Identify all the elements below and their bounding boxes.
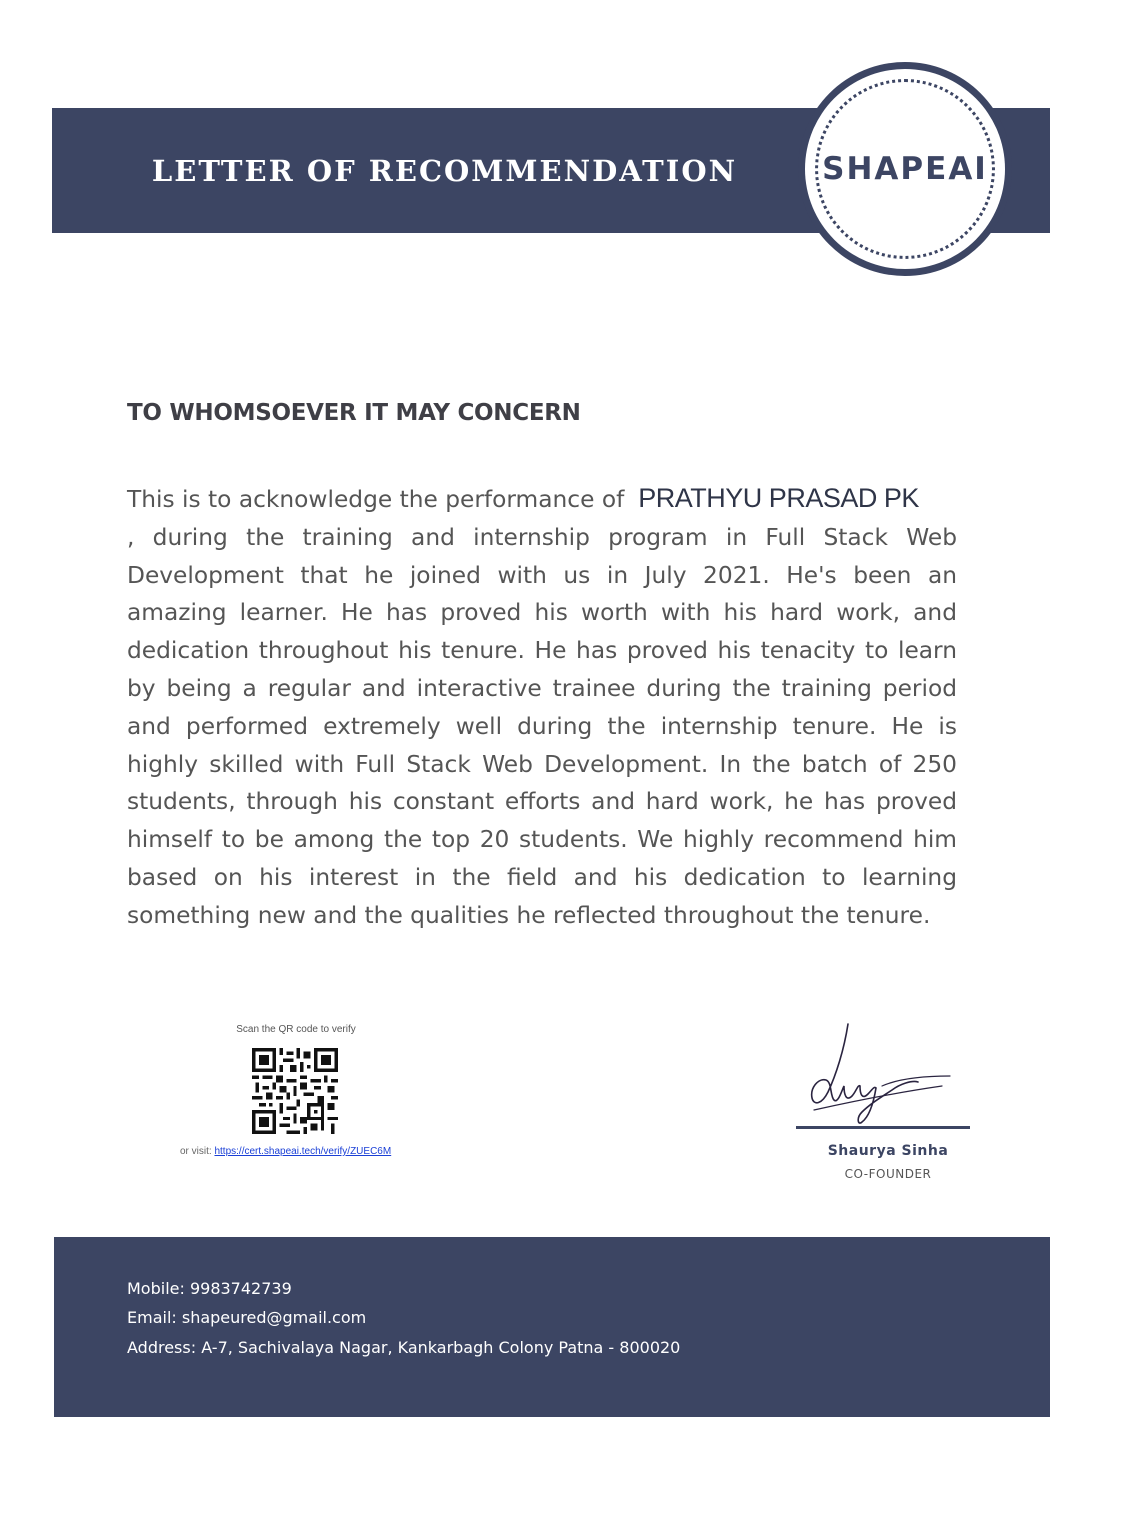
footer-mobile: Mobile: 9983742739 [127, 1279, 292, 1298]
signature-line [796, 1126, 970, 1129]
recipient-name: PRATHYU PRASAD PK [638, 483, 919, 513]
signature-image [800, 1020, 960, 1128]
salutation: TO WHOMSOEVER IT MAY CONCERN [127, 400, 581, 426]
visit-prefix: or visit: [180, 1146, 212, 1157]
seal-inner-circle [805, 69, 1005, 269]
footer-band [54, 1237, 1050, 1417]
qr-caption: Scan the QR code to verify [236, 1024, 356, 1035]
signatory-name: Shaurya Sinha [827, 1143, 949, 1159]
logo-text: SHAPEAI [822, 151, 988, 187]
body-paragraph: , during the training and internship program in Full Stack Web Development that he joined with us in July 2021. He's been an amazing learner. He has proved his worth with his hard work, and dedication throughout his tenure. He has proved his tenacity to learn by being a regular and interactive trainee during the training period and performed extremely well during the internship tenure. He is highly skilled with Full Stack Web Development. In the batch of 250 students, through his constant efforts and hard work, he has proved himself to be among the top 20 students. We highly recommend him based on his interest in the field and his dedication to learning something new and the qualities he reflected throughout the tenure. [127, 523, 957, 929]
footer-address: Address: A-7, Sachivalaya Nagar, Kankarbagh Colony Patna - 800020 [127, 1338, 681, 1357]
shapeai-logo-seal [798, 62, 1012, 276]
letter-body [127, 480, 957, 935]
verify-url-link[interactable]: https://cert.shapeai.tech/verify/ZUEC6M [214, 1146, 392, 1157]
intro-line [127, 480, 957, 519]
verify-link-line [180, 1146, 391, 1157]
signatory-role: CO-FOUNDER [844, 1167, 932, 1181]
footer-email: Email: shapeured@gmail.com [127, 1308, 367, 1327]
document-title: LETTER OF RECOMMENDATION [151, 153, 738, 188]
intro-text: This is to acknowledge the performance of [127, 486, 625, 513]
qr-code[interactable] [252, 1048, 338, 1134]
